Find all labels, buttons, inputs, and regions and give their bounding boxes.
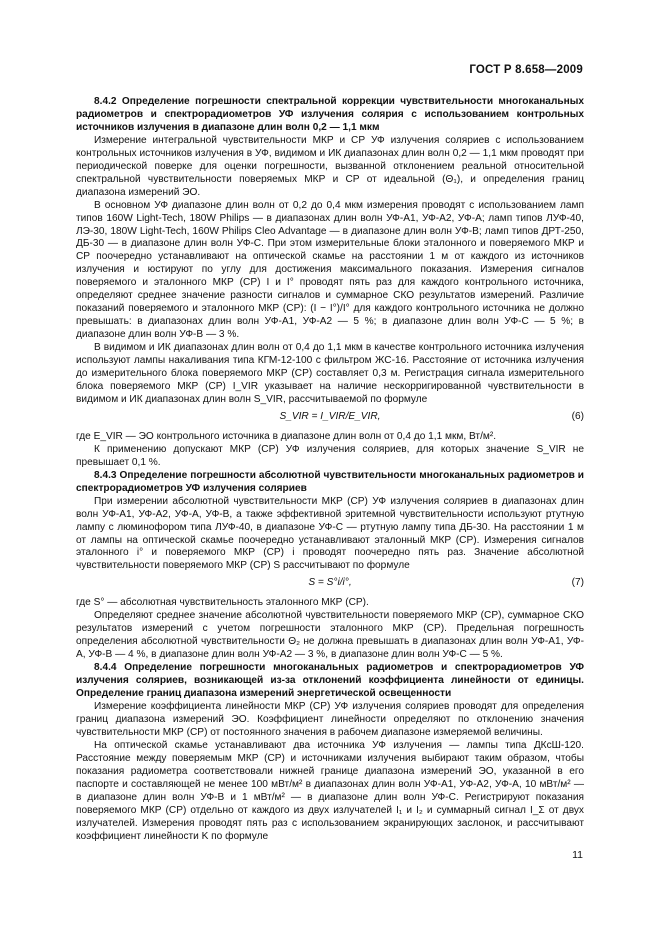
paragraph: Измерение коэффициента линейности МКР (СР) УФ излучения соляриев проводят для определения границ диапазона измерений ЭО. Коэффициент линейности определяют по отклонению значения чувствительности МКР (СР) от постоянного значения в рабочем диапазоне измеряемой величины.: [76, 700, 584, 738]
document-header: ГОСТ Р 8.658—2009: [469, 64, 583, 76]
paragraph: В видимом и ИК диапазонах длин волн от 0,4 до 1,1 мкм в качестве контрольного источника излучения используют лампы накаливания типа КГМ-12-100 с фильтром ЖС-16. Расстояние от источника излучения до измерительного блока поверяемого МКР (СР) составляет 0,3 м. Регистрация сигнала измерительного блока поверяемого МКР (СР) I_VIR указывает на наличие нескорригированной чувствительности в видимом и ИК диапазонах длин волн S_VIR, рассчитываемой по формуле: [76, 342, 584, 405]
paragraph: Определяют среднее значение абсолютной чувствительности поверяемого МКР (СР), суммарное СКО результатов измерений с учетом погрешности эталонного МКР (СР). Предельная погрешность определения абсолютной чувствительности Θ₂ не должна превышать в диапазонах длин волн УФ-А1, УФ-А, УФ-В — 4 %, в диапазоне длин волн УФ-А2 — 3 %, в диапазоне длин волн УФ-С — 5 %.: [76, 610, 584, 661]
paragraph: При измерении абсолютной чувствительности МКР (СР) УФ излучения соляриев в диапазонах длин волн УФ-А1, УФ-А2, УФ-А, УФ-В, а также эффективной эритемной чувствительности используют ртутную лампу с люминофором типа ЛУФ-40, в диапазоне УФ-С — ртутную лампу типа ДБ-30. На расстоянии 1 м от лампы на оптической скамье поочередно устанавливают эталонный МКР (СР). Измерения сигналов эталонного i° и поверяемого МКР (СР) i проводят поочередно пять раз. Значение абсолютной чувствительности поверяемого МКР (СР) S рассчитывают по формуле: [76, 495, 584, 572]
formula-number: (6): [571, 410, 584, 422]
formula-6: [76, 411, 584, 427]
formula-expression: S = S°i/i°,: [308, 577, 352, 589]
formula-7: [76, 577, 584, 593]
formula-number: (7): [571, 577, 584, 589]
section-8-4-4-heading: 8.4.4 Определение погрешности многоканальных радиометров и спектрорадиометров УФ излучения соляриев, возникающей из-за отклонений коэффициента линейности от единицы. Определение границ диапазона измерений энергетической освещенности: [76, 662, 584, 700]
page-number: 11: [572, 849, 583, 861]
paragraph: Измерение интегральной чувствительности МКР и СР УФ излучения соляриев с использованием контрольных источников излучения в УФ, видимом и ИК диапазонах длин волн 0,2 — 1,1 мкм проводят при периодической поверке для оценки погрешности, вызванной отклонением реальной относительной спектральной чувствительности поверяемых МКР и СР от идеальной (Θ₁), и определения границ диапазона измерений ЭО.: [76, 134, 584, 198]
paragraph: На оптической скамье устанавливают два источника УФ излучения — лампы типа ДКсШ-120. Расстояние между поверяемым МКР (СР) и источниками излучения выбирают таким образом, чтобы показания радиометра соответствовали нижней границе диапазона измерений ЭО, указанной в его паспорте и составляющей не менее 100 мВт/м² в диапазонах длин волн УФ-А1, УФ-А2, УФ-А, 10 мВт/м² — в диапазоне длин волн УФ-В и 1 мВт/м² — в диапазоне длин волн УФ-С. Регистрируют показания поверяемого МКР (СР) отдельно от каждого из двух излучателей I₁ и I₂ и суммарный сигнал I_Σ от двух излучателей. Измерения проводят пять раз с использованием экранирующих заслонок, и рассчитывают коэффициент линейности K по формуле: [76, 739, 584, 842]
formula-expression: S_VIR = I_VIR/E_VIR,: [279, 410, 381, 422]
document-body: [76, 96, 584, 843]
section-8-4-3-heading: 8.4.3 Определение погрешности абсолютной чувствительности многоканальных радиометров и спектрорадиометров УФ излучения соляриев: [76, 469, 584, 494]
section-8-4-2-heading: 8.4.2 Определение погрешности спектральной коррекции чувствительности многоканальных радиометров и спектрорадиометров УФ излучения солярия с использованием контрольных источников излучения в диапазоне длин волн 0,2 — 1,1 мкм: [76, 96, 584, 133]
paragraph: В основном УФ диапазоне длин волн от 0,2 до 0,4 мкм измерения проводят с использованием ламп типов 160W Light-Tech, 180W Philips — в диапазонах длин волн УФ-А1, УФ-А2, УФ-А; ламп типов ЛУФ-40, ЛЭ-30, 180W Light-Tech, 160W Philips Cleo Advantage — в диапазоне длин волн УФ-В; ламп типов ДРТ-250, ДБ-30 — в диапазоне длин волн УФ-С. При этом измерительные блоки эталонного и поверяемого МКР и СР поочередно устанавливают на оптической скамье на расстоянии 1 м от каждого из источников излучения и юстируют по углу для достижения максимального показания. Измерения сигналов поверяемого и эталонного МКР (СР) I и I° проводят пять раз для каждого контрольного источника, определяют среднее значение разности сигналов и суммарное СКО результатов измерений. Различие показаний поверяемого и эталонного МКР (СР): (I − I°)/I° для каждого контрольного источника не должно превышать: в диапазонах длин волн УФ-А1, УФ-А2 — 5 %; в диапазоне длин волн УФ-С — 5 %; в диапазоне длин волн УФ-В — 3 %.: [76, 199, 584, 341]
paragraph: К применению допускают МКР (СР) УФ излучения соляриев, для которых значение S_VIR не превышает 0,1 %.: [76, 443, 584, 468]
paragraph: где S° — абсолютная чувствительность эталонного МКР (СР).: [76, 597, 369, 609]
paragraph: где E_VIR — ЭО контрольного источника в диапазоне длин волн от 0,4 до 1,1 мкм, Вт/м².: [76, 430, 497, 442]
